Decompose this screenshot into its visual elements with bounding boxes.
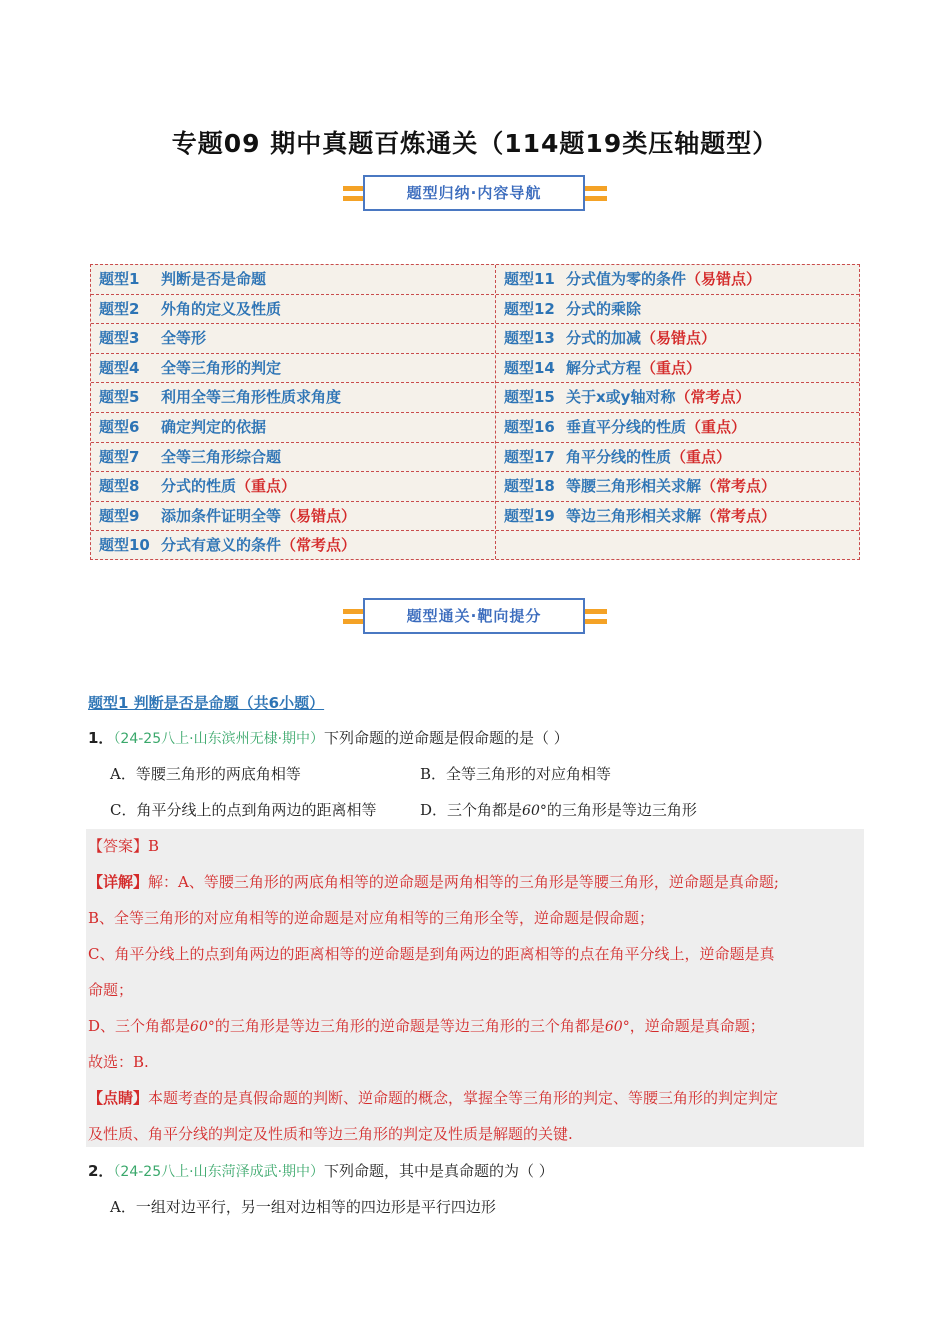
toc-item-10[interactable]: 题型10 分式有意义的条件（常考点） xyxy=(99,536,357,555)
toc-item-5[interactable]: 题型5 利用全等三角形性质求角度 xyxy=(99,388,342,407)
option-c: C．角平分线上的点到角两边的距离相等 xyxy=(110,801,377,819)
toc-banner xyxy=(343,173,607,217)
practice-banner-label: 题型通关·靶向提分 xyxy=(363,598,585,634)
toc-item-15[interactable]: 题型15 关于x或y轴对称（常考点） xyxy=(504,388,751,407)
toc-item-8[interactable]: 题型8 分式的性质（重点） xyxy=(99,477,297,496)
toc-item-2[interactable]: 题型2 外角的定义及性质 xyxy=(99,299,282,318)
toc-banner-label: 题型归纳·内容导航 xyxy=(363,175,585,211)
option-d: D．三个角都是60°的三角形是等边三角形 xyxy=(420,801,697,819)
detail-line-3: C、角平分线上的点到角两边的距离相等的逆命题是到角两边的距离相等的点在角平分线上，逆命题是真 xyxy=(88,945,775,963)
question-source: （24-25八上·山东滨州无棣·期中） xyxy=(113,731,325,747)
toc-item-7[interactable]: 题型7 全等三角形综合题 xyxy=(99,447,282,466)
toc-item-16[interactable]: 题型16 垂直平分线的性质（重点） xyxy=(504,418,747,436)
practice-banner xyxy=(343,596,607,640)
comment-line-2: 及性质、角平分线的判定及性质和等边三角形的判定及性质是解题的关键. xyxy=(88,1125,573,1143)
toc-table xyxy=(90,264,860,560)
toc-item-13[interactable]: 题型13 分式的加减（易错点） xyxy=(504,329,717,348)
page-title: 专题09 期中真题百炼通关（114题19类压轴题型） xyxy=(171,129,779,158)
comment-line-1: 【点睛】本题考查的是真假命题的判断、逆命题的概念，掌握全等三角形的判定、等腰三角形的判定判定 xyxy=(88,1089,779,1107)
toc-item-3[interactable]: 题型3 全等形 xyxy=(99,329,207,348)
toc-item-4[interactable]: 题型4 全等三角形的判定 xyxy=(99,358,282,377)
question-2-stem: 2．（24-25八上·山东菏泽成武·期中）下列命题，其中是真命题的为（ ） xyxy=(88,1162,554,1180)
toc-item-19[interactable]: 题型19 等边三角形相关求解（常考点） xyxy=(504,506,777,525)
detail-line-5: D、三个角都是60°的三角形是等边三角形的逆命题是等边三角形的三个角都是60°，逆命题是真命题； xyxy=(88,1017,765,1035)
toc-item-1[interactable]: 题型1 判断是否是命题 xyxy=(99,270,267,288)
q2-option-a: A．一组对边平行，另一组对边相等的四边形是平行四边形 xyxy=(110,1198,496,1216)
detail-line-2: B、全等三角形的对应角相等的逆命题是对应角相等的三角形全等，逆命题是假命题； xyxy=(88,909,655,927)
detail-line-6: 故选：B. xyxy=(88,1053,149,1071)
toc-item-18[interactable]: 题型18 等腰三角形相关求解（常考点） xyxy=(504,477,777,496)
toc-item-9[interactable]: 题型9 添加条件证明全等（易错点） xyxy=(99,506,357,525)
section-title[interactable]: 题型1 判断是否是命题（共6小题） xyxy=(88,694,325,712)
option-a: A．等腰三角形的两底角相等 xyxy=(110,765,301,783)
detail-line-1: 【详解】解：A、等腰三角形的两底角相等的逆命题是两角相等的三角形是等腰三角形，逆命题是真命题; xyxy=(88,873,779,891)
answer-line: 【答案】B xyxy=(88,837,160,855)
detail-line-4: 命题； xyxy=(88,981,134,999)
option-b: B．全等三角形的对应角相等 xyxy=(420,765,612,783)
question-1-stem: 1．（24-25八上·山东滨州无棣·期中）下列命题的逆命题是假命题的是（ ） xyxy=(88,729,569,747)
toc-item-12[interactable]: 题型12 分式的乘除 xyxy=(504,299,642,318)
toc-item-11[interactable]: 题型11 分式值为零的条件（易错点） xyxy=(504,270,762,288)
toc-item-14[interactable]: 题型14 解分式方程（重点） xyxy=(504,358,702,377)
toc-item-17[interactable]: 题型17 角平分线的性质（重点） xyxy=(504,447,732,466)
toc-item-6[interactable]: 题型6 确定判定的依据 xyxy=(99,418,267,436)
question-source: （24-25八上·山东菏泽成武·期中） xyxy=(113,1164,325,1180)
